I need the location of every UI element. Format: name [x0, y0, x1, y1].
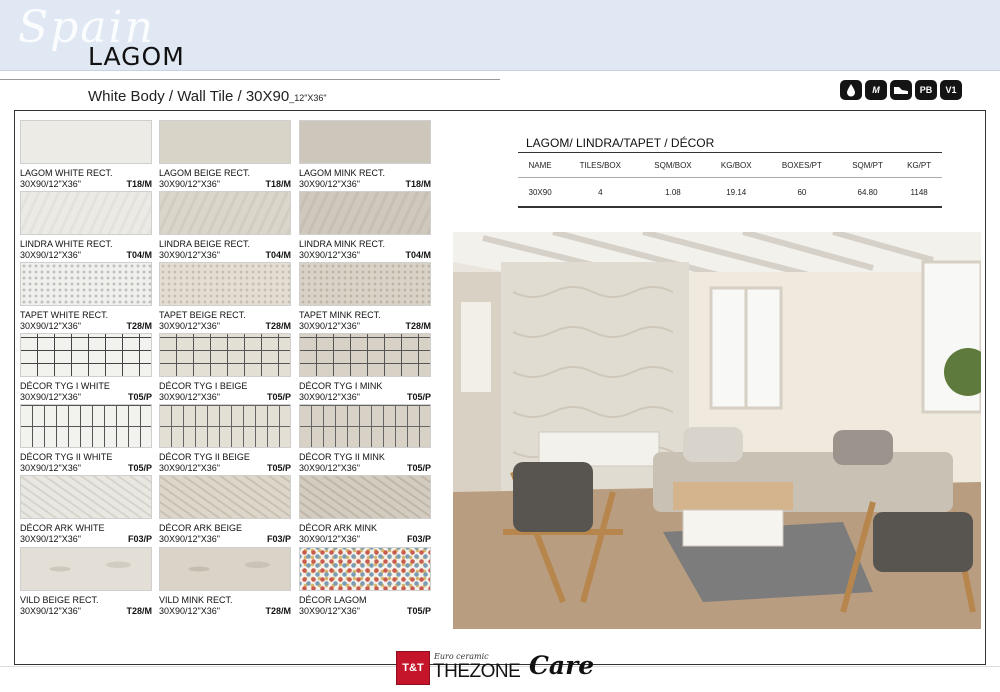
tile-code: T18/M [265, 179, 291, 189]
tile-card [299, 404, 431, 474]
tile-name: LINDRA WHITE RECT. [20, 239, 113, 249]
spec-cell: 64.80 [839, 178, 896, 208]
tile-card [299, 547, 431, 617]
tile-code: T28/M [405, 321, 431, 331]
tile-name: VILD BEIGE RECT. [20, 595, 99, 605]
matte-icon: M [865, 80, 887, 100]
tile-swatch [159, 475, 291, 519]
tile-swatch [20, 475, 152, 519]
header-banner [0, 0, 1000, 71]
tile-card [159, 475, 291, 545]
tile-name: DÉCOR TYG I WHITE [20, 381, 110, 391]
tile-card [20, 333, 152, 403]
tile-size: 30X90/12"X36" [299, 534, 360, 544]
tile-code: T05/P [266, 463, 291, 473]
tile-code: T05/P [127, 392, 152, 402]
spec-header-row [518, 153, 942, 178]
tile-card [159, 191, 291, 261]
tile-spec-row [159, 463, 291, 474]
tile-swatch [159, 262, 291, 306]
tile-size: 30X90/12"X36" [299, 606, 360, 616]
tile-name: DÉCOR ARK WHITE [20, 523, 105, 533]
logo-tagline: Euro ceramic [434, 652, 489, 661]
logo-care: Care [529, 651, 595, 680]
tile-size: 30X90/12"X36" [20, 606, 81, 616]
script-watermark: Spain [18, 2, 155, 53]
spec-cell: 4 [562, 178, 638, 208]
tile-swatch [159, 333, 291, 377]
spec-header-cell: BOXES/PT [765, 153, 839, 178]
tile-swatch [299, 404, 431, 448]
tile-name: LAGOM MINK RECT. [299, 168, 386, 178]
tile-size: 30X90/12"X36" [159, 463, 220, 473]
tile-swatch [20, 262, 152, 306]
tile-name: LINDRA MINK RECT. [299, 239, 386, 249]
spec-cell: 1148 [896, 178, 942, 208]
tile-card [159, 333, 291, 403]
spec-data-row [518, 178, 942, 208]
tile-card [20, 120, 152, 190]
tile-size: 30X90/12"X36" [159, 321, 220, 331]
tile-size: 30X90/12"X36" [20, 463, 81, 473]
spec-header-cell: KG/PT [896, 153, 942, 178]
tile-card [20, 191, 152, 261]
tile-size: 30X90/12"X36" [20, 321, 81, 331]
tile-code: T04/M [405, 250, 431, 260]
pb-badge: PB [915, 80, 937, 100]
tile-spec-row [299, 606, 431, 617]
tile-name: DÉCOR TYG II MINK [299, 452, 385, 462]
tile-card [299, 262, 431, 332]
tile-name: DÉCOR TYG II BEIGE [159, 452, 250, 462]
tile-code: T05/P [127, 463, 152, 473]
tile-swatch [20, 191, 152, 235]
spec-badges [840, 80, 962, 100]
tile-code: T04/M [126, 250, 152, 260]
tile-swatch [20, 404, 152, 448]
collection-title: LAGOM [88, 42, 185, 71]
tile-code: T05/P [406, 606, 431, 616]
tile-spec-row [299, 463, 431, 474]
spec-cell: 60 [765, 178, 839, 208]
tile-swatch [299, 120, 431, 164]
tile-swatch [159, 547, 291, 591]
tile-size: 30X90/12"X36" [20, 179, 81, 189]
tile-spec-row [20, 321, 152, 332]
tile-spec-row [20, 534, 152, 545]
shoe-icon [890, 80, 912, 100]
tile-swatch [159, 120, 291, 164]
tile-code: T18/M [126, 179, 152, 189]
tile-size: 30X90/12"X36" [299, 463, 360, 473]
v1-badge: V1 [940, 80, 962, 100]
tile-size: 30X90/12"X36" [299, 392, 360, 402]
tile-spec-row [299, 392, 431, 403]
tile-size: 30X90/12"X36" [159, 392, 220, 402]
spec-header-cell: KG/BOX [708, 153, 765, 178]
tile-card [20, 475, 152, 545]
tile-code: F03/P [266, 534, 291, 544]
tile-card [159, 404, 291, 474]
tile-name: TAPET BEIGE RECT. [159, 310, 246, 320]
tile-spec-row [20, 606, 152, 617]
tile-card [20, 262, 152, 332]
tile-spec-row [159, 321, 291, 332]
tile-code: F03/P [127, 534, 152, 544]
drop-icon [840, 80, 862, 100]
tile-size: 30X90/12"X36" [159, 534, 220, 544]
tile-size: 30X90/12"X36" [20, 534, 81, 544]
tile-swatch [299, 547, 431, 591]
tile-card [299, 475, 431, 545]
tile-spec-row [20, 463, 152, 474]
tile-code: T28/M [126, 321, 152, 331]
logo-brand: THEZONE [433, 661, 521, 682]
tile-code: T28/M [265, 606, 291, 616]
tile-card [299, 333, 431, 403]
tile-name: DÉCOR TYG II WHITE [20, 452, 113, 462]
tile-spec-row [20, 392, 152, 403]
tile-name: TAPET MINK RECT. [299, 310, 381, 320]
tile-size: 30X90/12"X36" [159, 606, 220, 616]
tile-code: T05/P [266, 392, 291, 402]
tile-spec-row [159, 250, 291, 261]
tile-size: 30X90/12"X36" [299, 179, 360, 189]
subtitle-text: White Body / Wall Tile / 30X90 [88, 88, 290, 105]
tile-code: T05/P [406, 392, 431, 402]
tt-logo: T&T [396, 651, 430, 685]
tile-card [20, 404, 152, 474]
tile-card [159, 120, 291, 190]
spec-header-cell: SQM/PT [839, 153, 896, 178]
tile-name: LAGOM BEIGE RECT. [159, 168, 251, 178]
tile-name: LINDRA BEIGE RECT. [159, 239, 251, 249]
tile-spec-row [159, 392, 291, 403]
tile-name: DÉCOR ARK BEIGE [159, 523, 243, 533]
spec-cell: 19.14 [708, 178, 765, 208]
tile-card [299, 120, 431, 190]
spec-cell: 1.08 [638, 178, 707, 208]
tile-swatch [299, 333, 431, 377]
spec-header-cell: NAME [518, 153, 562, 178]
tile-spec-row [299, 179, 431, 190]
spec-table [518, 152, 942, 208]
tile-swatch [299, 262, 431, 306]
tile-code: T28/M [126, 606, 152, 616]
tile-swatch [299, 191, 431, 235]
tile-card [299, 191, 431, 261]
tile-size: 30X90/12"X36" [159, 179, 220, 189]
spec-header-cell: SQM/BOX [638, 153, 707, 178]
tile-size: 30X90/12"X36" [299, 321, 360, 331]
tile-card [159, 547, 291, 617]
tile-swatch [299, 475, 431, 519]
tile-card [20, 547, 152, 617]
tile-swatch [20, 547, 152, 591]
tile-name: DÉCOR LAGOM [299, 595, 367, 605]
tile-spec-row [20, 179, 152, 190]
tile-size: 30X90/12"X36" [20, 392, 81, 402]
tile-size: 30X90/12"X36" [159, 250, 220, 260]
tile-swatch [20, 120, 152, 164]
tile-code: T05/P [406, 463, 431, 473]
tile-swatch [159, 404, 291, 448]
tile-name: DÉCOR ARK MINK [299, 523, 378, 533]
tile-spec-row [299, 321, 431, 332]
tile-spec-row [159, 534, 291, 545]
tile-size: 30X90/12"X36" [299, 250, 360, 260]
tile-name: VILD MINK RECT. [159, 595, 233, 605]
tile-code: F03/P [406, 534, 431, 544]
tile-spec-row [159, 179, 291, 190]
tile-name: TAPET WHITE RECT. [20, 310, 109, 320]
tile-spec-row [299, 534, 431, 545]
living-room-photo [453, 232, 981, 629]
tile-spec-row [20, 250, 152, 261]
collection-subtitle [88, 88, 327, 105]
tile-swatch [159, 191, 291, 235]
subtitle-size-inches: _12"X36" [289, 93, 327, 103]
tile-code: T18/M [405, 179, 431, 189]
tile-spec-row [299, 250, 431, 261]
spec-table-title: LAGOM/ LINDRA/TAPET / DÉCOR [526, 136, 715, 150]
tile-name: DÉCOR TYG I BEIGE [159, 381, 248, 391]
tile-size: 30X90/12"X36" [20, 250, 81, 260]
tile-code: T04/M [265, 250, 291, 260]
tile-name: LAGOM WHITE RECT. [20, 168, 113, 178]
spec-header-cell: TILES/BOX [562, 153, 638, 178]
tile-name: DÉCOR TYG I MINK [299, 381, 383, 391]
tile-code: T28/M [265, 321, 291, 331]
tile-card [159, 262, 291, 332]
spec-cell: 30X90 [518, 178, 562, 208]
tile-spec-row [159, 606, 291, 617]
tile-swatch [20, 333, 152, 377]
title-divider [0, 79, 500, 80]
